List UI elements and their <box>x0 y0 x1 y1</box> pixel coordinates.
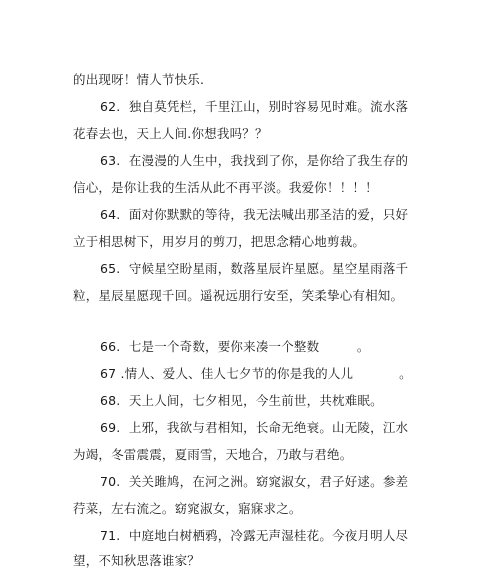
text-line: 64. 面对你默默的等待，我无法喊出那圣洁的爱，只好 <box>100 207 409 222</box>
text-line: 68. 天上人间，七夕相见，今生前世，共枕难眠。 <box>100 393 383 408</box>
text-line: 66. 七是一个奇数，要你来凑一个整数 。 <box>100 339 370 354</box>
text-line: 63. 在漫漫的人生中，我找到了你，是你给了我生存的 <box>100 153 409 168</box>
text-line: 71. 中庭地白树栖鸦，冷露无声湿桂花。今夜月明人尽 <box>100 528 409 543</box>
text-line: 70. 关关雎鸠，在河之洲。窈窕淑女，君子好逑。参差 <box>100 474 409 489</box>
text-line: 望，不知秋思落谁家？ <box>73 553 201 568</box>
text-line: 为竭，冬雷震震，夏雨雪，天地合，乃敢与君绝。 <box>73 447 353 462</box>
text-line: 65. 守候星空盼星雨，数落星辰许星愿。星空星雨落千 <box>100 261 409 276</box>
text-line: 67 .情人、爱人、佳人七夕节的你是我的人儿 。 <box>100 366 412 381</box>
text-line: 62. 独自莫凭栏，千里江山，别时容易见时难。流水落 <box>100 99 409 114</box>
text-line: 立于相思树下，用岁月的剪刀，把思念精心地剪裁。 <box>73 234 366 249</box>
text-line: 花春去也，天上人间.你想我吗？？ <box>73 126 268 141</box>
text-line: 的出现呀！情人节快乐. <box>73 72 205 87</box>
text-line: 信心，是你让我的生活从此不再平淡。我爱你！！！！ <box>73 180 378 195</box>
text-line: 荇菜，左右流之。窈窕淑女，寤寐求之。 <box>73 501 302 516</box>
text-line: 粒，星辰星愿现千回。遥祝远朋行安至，笑柔挚心有相知。 <box>73 288 404 303</box>
text-line: 69. 上邪，我欲与君相知，长命无绝衰。山无陵，江水 <box>100 420 409 435</box>
